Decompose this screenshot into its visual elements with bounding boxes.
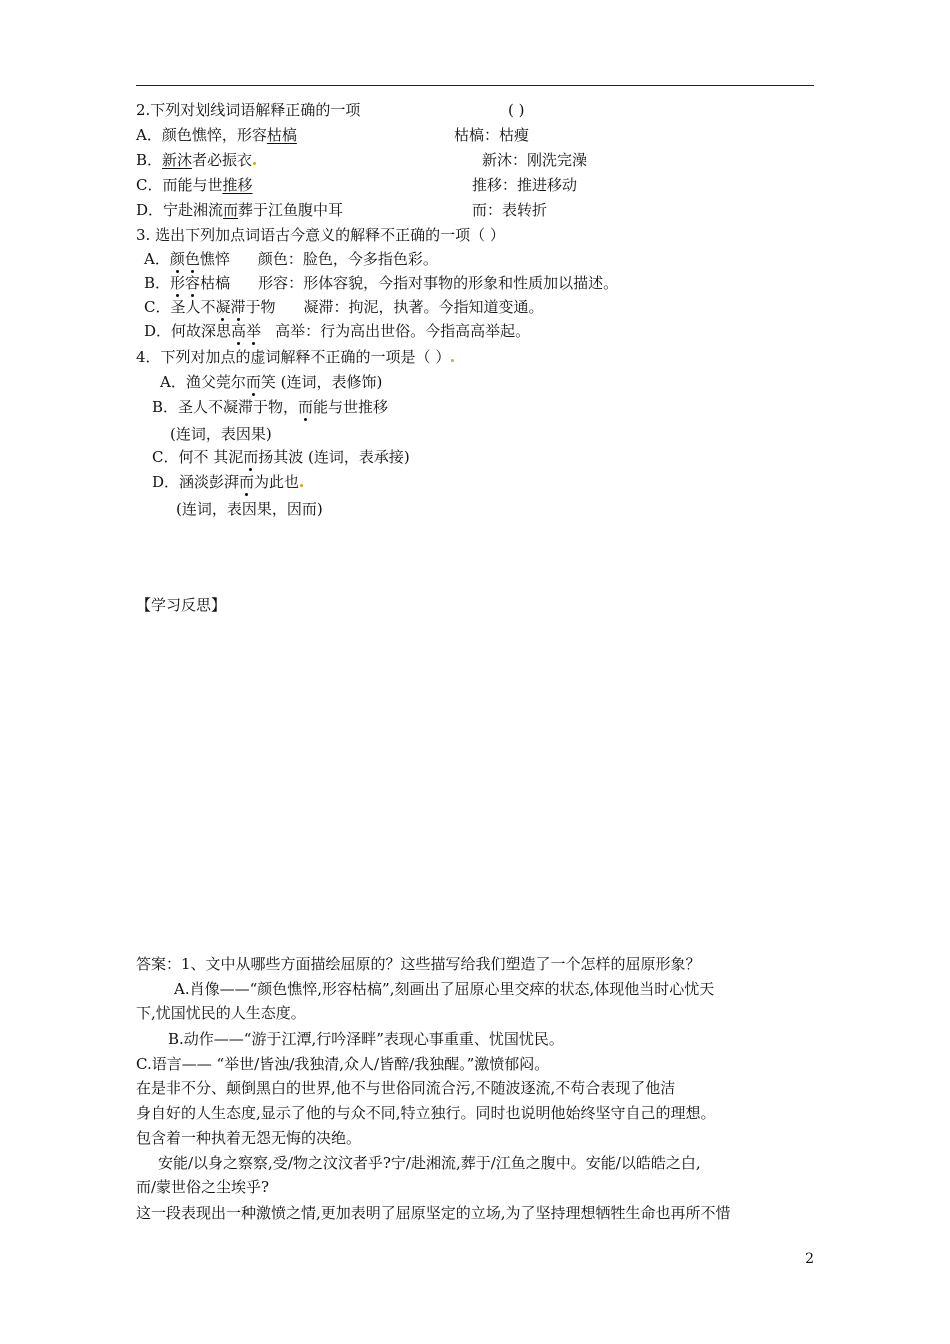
answer-line-4: B.动作——“游于江潭,行吟泽畔”表现心事重重、忧国忧民。: [168, 1030, 564, 1048]
underlined-word: 新沐: [162, 151, 193, 169]
reflection-heading: 【学习反思】: [136, 596, 227, 614]
underlined-word: 推移: [222, 176, 253, 194]
q2-option-b-note: 新沐：刚洗完澡: [482, 151, 588, 169]
highlight-mark: [300, 484, 303, 487]
dotted-char: 举: [246, 322, 262, 340]
q4-stem: 4．下列对加点的虚词解释不正确的一项是（ ）: [136, 347, 454, 367]
answer-line-3: 下,忧国忧民的人生态度。: [136, 1004, 306, 1022]
highlight-mark: [451, 359, 454, 362]
dotted-char: 颜: [169, 250, 185, 268]
dotted-char: 滞: [230, 298, 246, 316]
answer-line-11: 这一段表现出一种激愤之情,更加表明了屈原坚定的立场,为了坚持理想牺牲生命也再所不惜: [136, 1204, 731, 1222]
q2-option-c: C．而能与世推移: [136, 176, 253, 194]
q4-option-d: D．涵淡彭湃而为此也: [152, 472, 303, 492]
q4-option-a: A．渔父莞尔而笑 (连词，表修饰): [160, 373, 383, 391]
dotted-char: 高: [231, 322, 247, 340]
answer-line-8: 包含着一种执着无怨无悔的决绝。: [136, 1129, 362, 1147]
dotted-char: 而: [298, 398, 314, 416]
highlight-mark: [253, 162, 256, 165]
q3-option-b: B．形容枯槁 形容：形体容貌，今指对事物的形象和性质加以描述。: [144, 274, 619, 292]
dotted-char: 色: [184, 250, 200, 268]
answer-line-5: C.语言—— “举世/皆浊/我独清,众人/皆醉/我独醒。”激愤郁闷。: [136, 1055, 550, 1073]
q4-option-b-note: (连词，表因果): [170, 425, 272, 443]
answer-line-2: A.肖像——“颜色憔悴,形容枯槁”,刻画出了屈原心里交瘁的状态,体现他当时心忧天: [174, 980, 715, 998]
q2-option-d-note: 而：表转折: [472, 201, 548, 219]
answer-line-10: 而/蒙世俗之尘埃乎?: [136, 1178, 270, 1196]
answer-line-7: 身自好的人生态度,显示了他的与众不同,特立独行。同时也说明他始终坚守自己的理想。: [136, 1104, 716, 1122]
q4-option-c: C．何不 其泥而扬其波 (连词，表承接): [152, 448, 410, 466]
dotted-char: 容: [185, 274, 201, 292]
q2-option-a: A．颜色憔悴，形容枯槁: [136, 126, 297, 144]
q2-option-c-note: 推移：推进移动: [472, 176, 578, 194]
answer-line-6: 在是非不分、颠倒黑白的世界,他不与世俗同流合污,不随波逐流,不苟合表现了他洁: [136, 1079, 676, 1097]
q4-option-b: B．圣人不凝滞于物，而能与世推移: [152, 398, 389, 416]
dotted-char: 而: [239, 473, 255, 491]
page-number: 2: [805, 1251, 814, 1267]
q2-option-d: D．宁赴湘流而葬于江鱼腹中耳: [136, 201, 344, 219]
q3-option-a: A．颜色憔悴 颜色：脸色，今多指色彩。: [144, 250, 438, 268]
q2-stem: 2.下列对划线词语解释正确的一项: [136, 101, 361, 119]
q3-stem: 3. 选出下列加点词语古今意义的解释不正确的一项（ ）: [136, 226, 505, 244]
answer-line-1: 答案：1、文中从哪些方面描绘屈原的？这些描写给我们塑造了一个怎样的屈原形象？: [136, 955, 701, 973]
q2-answer-paren: ( ): [508, 101, 525, 119]
answer-line-9: 安能/以身之察察,受/物之汶汶者乎?宁/赴湘流,葬于/江鱼之腹中。安能/以皓皓之白,: [158, 1154, 701, 1172]
dotted-char: 形: [170, 274, 186, 292]
q4-option-d-note: (连词，表因果，因而): [176, 500, 323, 518]
q3-option-c: C．圣人不凝滞于物 凝滞：拘泥，执著。今指知道变通。: [144, 298, 544, 316]
header-rule: [136, 85, 814, 86]
q2-option-a-note: 枯槁：枯瘦: [454, 126, 530, 144]
dotted-char: 而: [245, 373, 261, 391]
q3-option-d: D．何故深思高举 高举：行为高出世俗。今指高高举起。: [144, 322, 531, 340]
underlined-word: 枯槁: [266, 126, 297, 144]
dotted-char: 凝: [215, 298, 231, 316]
underlined-word: 而: [223, 201, 239, 219]
dotted-char: 而: [243, 448, 259, 466]
q2-option-b: B．新沐者必振衣: [136, 150, 256, 170]
